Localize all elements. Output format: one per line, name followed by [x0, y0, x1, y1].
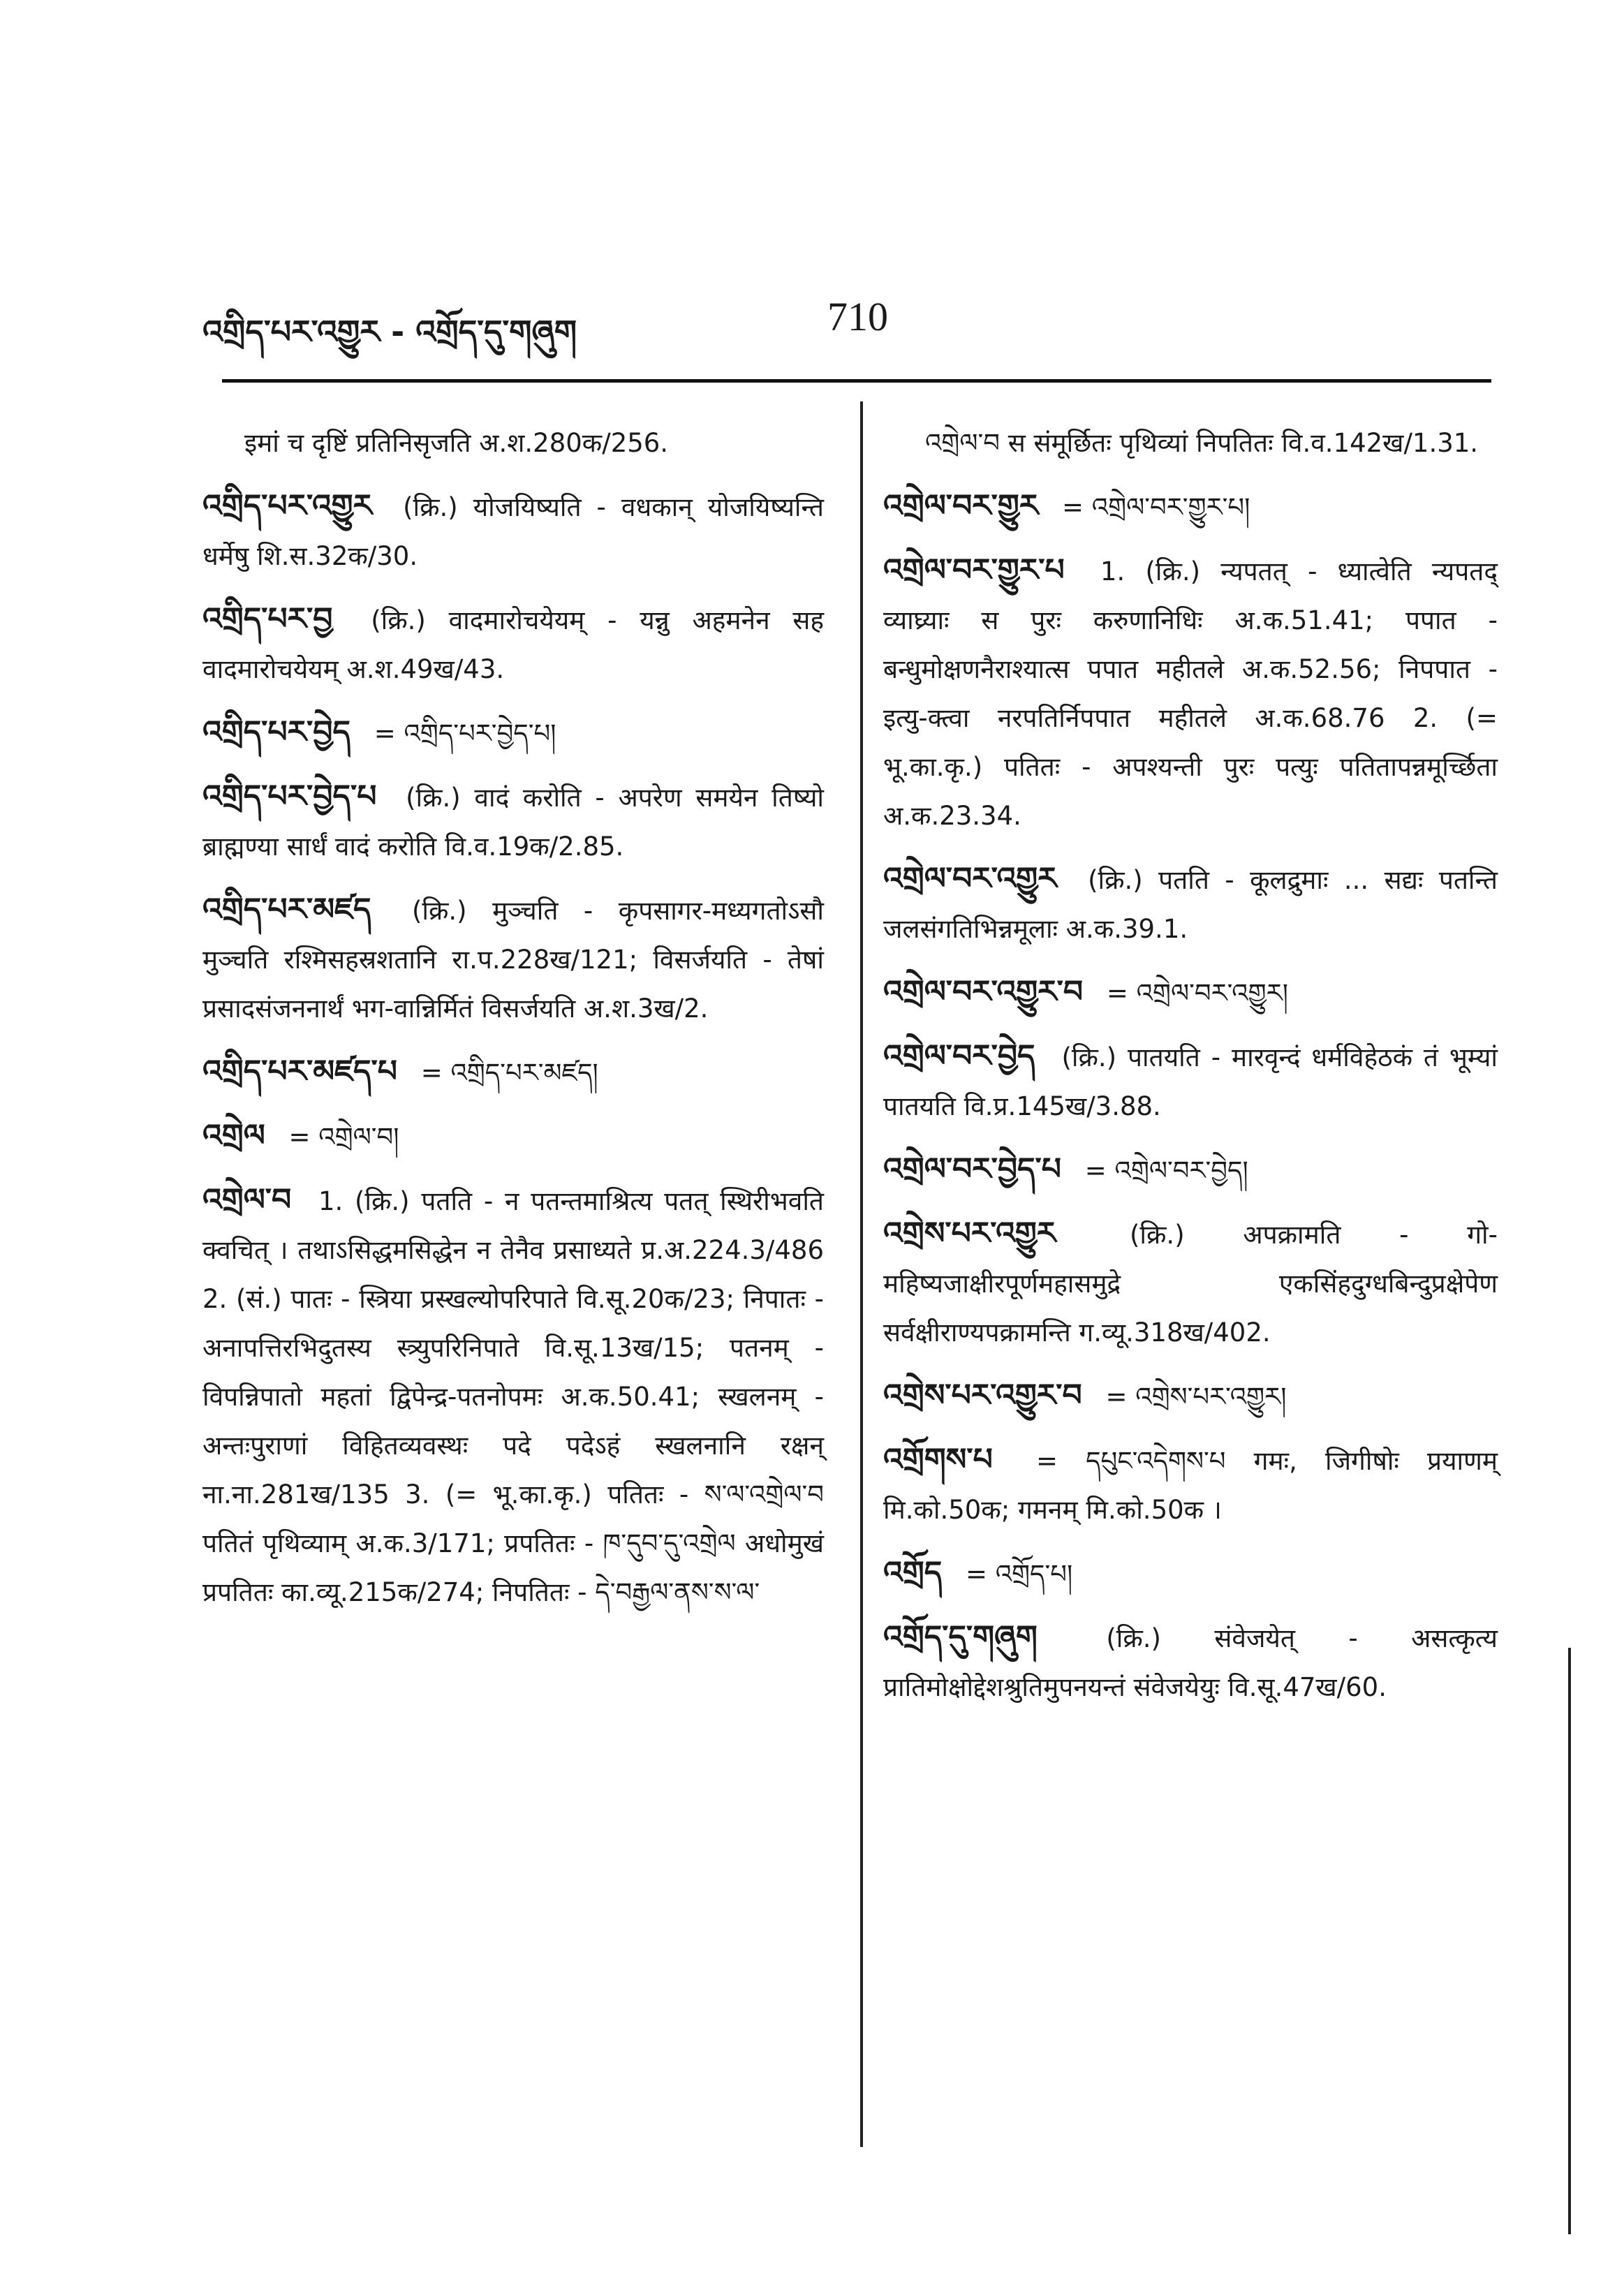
entry-text: (क्रि.) योजयिष्यति - वधकान् योजयिष्यन्ति धर्मेषु शि.स.32क/30. — [202, 492, 824, 571]
entry-headword: འགྲིད་པར་བྱ — [202, 601, 333, 637]
dictionary-entry — [202, 1112, 824, 1162]
entry-headword: འགྲེལ་བར་གྱུར — [883, 488, 1039, 524]
entry-headword: འགྲེལ་བར་བྱེད — [883, 1038, 1035, 1074]
entry-text: = འགྲིད་པར་མཛད། — [420, 1058, 598, 1088]
entry-text: (क्रि.) संवेजयेत् - असत्कृत्य प्रातिमोक्षोद्देशश्रुतिमुपनयन्तं संवेजयेयुः वि.सू.47ख/60. — [883, 1623, 1498, 1702]
dictionary-entry — [202, 1047, 824, 1098]
entry-text: = འགྲིད་པར་བྱེད་པ། — [374, 718, 556, 748]
entry-text: འགྲེལ་བ स संमूर्छितः पृथिव्यां निपतितः वि.व.142ख/1.31. — [925, 428, 1479, 458]
entry-headword: འགྲོད — [883, 1555, 943, 1591]
running-head: འགྲིད་པར་འགྱུར - འགྲོད་དུ་གཞུག — [202, 313, 577, 350]
dictionary-entry — [883, 968, 1498, 1018]
dictionary-entry — [883, 1549, 1498, 1599]
entry-text: (क्रि.) पतति - कूलद्रुमाः ... सद्यः पतन्ति जलसंगतिभिन्नमूलाः अ.क.39.1. — [883, 865, 1498, 944]
dictionary-entry — [202, 708, 824, 758]
dictionary-entry — [202, 482, 824, 581]
margin-mark — [1568, 1648, 1571, 2234]
entry-headword: འགྲེལ་བར་འགྱུར — [883, 861, 1057, 896]
entry-headword: འགྲེལ་བར་བྱེད་པ — [883, 1151, 1061, 1187]
right-column — [883, 419, 1498, 1726]
entry-headword: འགྲེལ་བར་འགྱུར་བ — [883, 974, 1084, 1010]
entry-headword: འགྲེས་པར་འགྱུར་བ — [883, 1378, 1082, 1413]
dictionary-entry — [883, 855, 1498, 954]
dictionary-entry — [202, 772, 824, 871]
dictionary-entry — [883, 546, 1498, 841]
dictionary-entry — [883, 1371, 1498, 1422]
entry-headword: འགྲིད་པར་མཛད་པ — [202, 1054, 397, 1089]
entry-headword: འགྲིད་པར་བྱེད་པ — [202, 778, 377, 814]
dictionary-entry — [883, 482, 1498, 532]
left-column — [202, 419, 824, 1631]
dictionary-entry — [883, 419, 1498, 468]
entry-text: इमां च दृष्टिं प्रतिनिसृजति अ.श.280क/256. — [244, 428, 669, 458]
entry-headword: འགྲེལ་བ — [202, 1182, 292, 1218]
dictionary-entry — [883, 1145, 1498, 1195]
entry-text: (क्रि.) वादमारोचयेयम् - यन्नु अहमनेन सह वादमारोचयेयम् अ.श.49ख/43. — [202, 605, 825, 684]
entry-text: (क्रि.) अपक्रामति - गो-महिष्यजाक्षीरपूर्णमहासमुद्रे एकसिंहदुग्धबिन्दुप्रक्षेपेण सर्वक्षीराण्यपक्रामन्ति ग.व्यू.318ख/402. — [883, 1220, 1498, 1348]
entry-text: (क्रि.) मुञ्चति - कृपसागर-मध्यगतोऽसौ मुञ्चति रश्मिसहस्रशतानि रा.प.228ख/121; विसर्जयति - तेषां प्रसादसंजननार्थं भग-वान्निर्मितं विसर्जयति अ.श.3ख/2. — [202, 896, 824, 1024]
entry-text: = དཔུང་འདེགས་པ गमः, जिगीषोः प्रयाणम् मि.को.50क; गमनम् मि.को.50क । — [883, 1446, 1498, 1525]
dictionary-entry — [202, 885, 824, 1033]
entry-text: 1. (क्रि.) पतति - न पतन्तमाश्रित्य पतत् स्थिरीभवति क्वचित् । तथाऽसिद्धमसिद्धेन न तेनैव प्रसाध्यते प्र.अ.224.3/486 2. (सं.) पातः - स्त्रिया प्रस्खल्योपरिपाते वि.सू.20क/23; निपातः - अनापत्तिरभिदुतस्य स्त्र्युपरिनिपाते वि.सू.13ख/15; पतनम् - विपन्निपातो महतां द्विपेन्द्र-पतनोपमः अ.क.50.41; स्खलनम् - अन्तःपुराणां विहितव्यवस्थः पदे पदेऽहं स्खलनानि रक्षन् ना.ना.281ख/135 3. (= भू.का.कृ.) पतितः - ས་ལ་འགྲེལ་བ पतितं पृथिव्याम् अ.क.3/171; प्रपतितः - ཁ་དུབ་དུ་འགྲེལ अधोमुखं प्रपतितः का.व्यू.215क/274; निपतितः - དེ་བརྒྱལ་ནས་ས་ལ་ — [202, 1186, 824, 1607]
entry-headword: འགྲིད་པར་བྱེད — [202, 714, 350, 750]
header-rule — [222, 379, 1491, 383]
entry-text: (क्रि.) पातयति - मारवृन्दं धर्मविहेठकं तं भूम्यां पातयति वि.प्र.145ख/3.88. — [883, 1042, 1498, 1121]
entry-text: = འགྲེལ་བ། — [288, 1122, 399, 1152]
dictionary-entry — [883, 1032, 1498, 1131]
entry-text: (क्रि.) वादं करोति - अपरेण समयेन तिष्यो ब्राह्मण्या सार्धं वादं करोति वि.व.19क/2.85. — [202, 783, 825, 862]
entry-headword: འགྲིད་པར་མཛད — [202, 892, 371, 927]
entry-headword: འགྲིད་པར་འགྱུར — [202, 488, 373, 524]
entry-headword: འགྲོགས་པ — [883, 1442, 993, 1477]
entry-text: = འགྲེལ་བར་གྱུར་པ། — [1062, 492, 1250, 522]
entry-headword: འགྲེས་པར་འགྱུར — [883, 1216, 1056, 1251]
entry-text: = འགྲེལ་བར་འགྱུར། — [1106, 978, 1288, 1008]
dictionary-entry — [883, 1613, 1498, 1712]
dictionary-entry — [202, 419, 824, 468]
entry-headword: འགྲེལ — [202, 1118, 265, 1153]
page-number: 710 — [827, 294, 888, 339]
entry-headword: འགྲོད་དུ་གཞུག — [883, 1619, 1038, 1655]
dictionary-entry — [202, 595, 824, 694]
entry-headword: འགྲེལ་བར་གྱུར་པ — [883, 552, 1065, 588]
entry-text: = འགྲེས་པར་འགྱུར། — [1105, 1382, 1287, 1412]
dictionary-entry — [883, 1209, 1498, 1357]
entry-text: = འགྲོད་པ། — [965, 1559, 1073, 1589]
dictionary-entry — [883, 1436, 1498, 1535]
entry-text: 1. (क्रि.) न्यपतत् - ध्यात्वेति न्यपतद् व्याघ्र्याः स पुरः करुणानिधिः अ.क.51.41; पपात - बन्धुमोक्षणनैराश्यात्स पपात महीतले अ.क.52.56; निपपात - इत्यु-क्त्वा नरपतिर्निपपात महीतले अ.क.68.76 2. (= भू.का.कृ.) पतितः - अपश्यन्ती पुरः पत्युः पतितापन्नमूर्च्छिता अ.क.23.34. — [883, 556, 1498, 831]
dictionary-entry — [202, 1176, 824, 1617]
entry-text: = འགྲེལ་བར་བྱེད། — [1084, 1156, 1248, 1186]
column-divider — [860, 401, 863, 2147]
